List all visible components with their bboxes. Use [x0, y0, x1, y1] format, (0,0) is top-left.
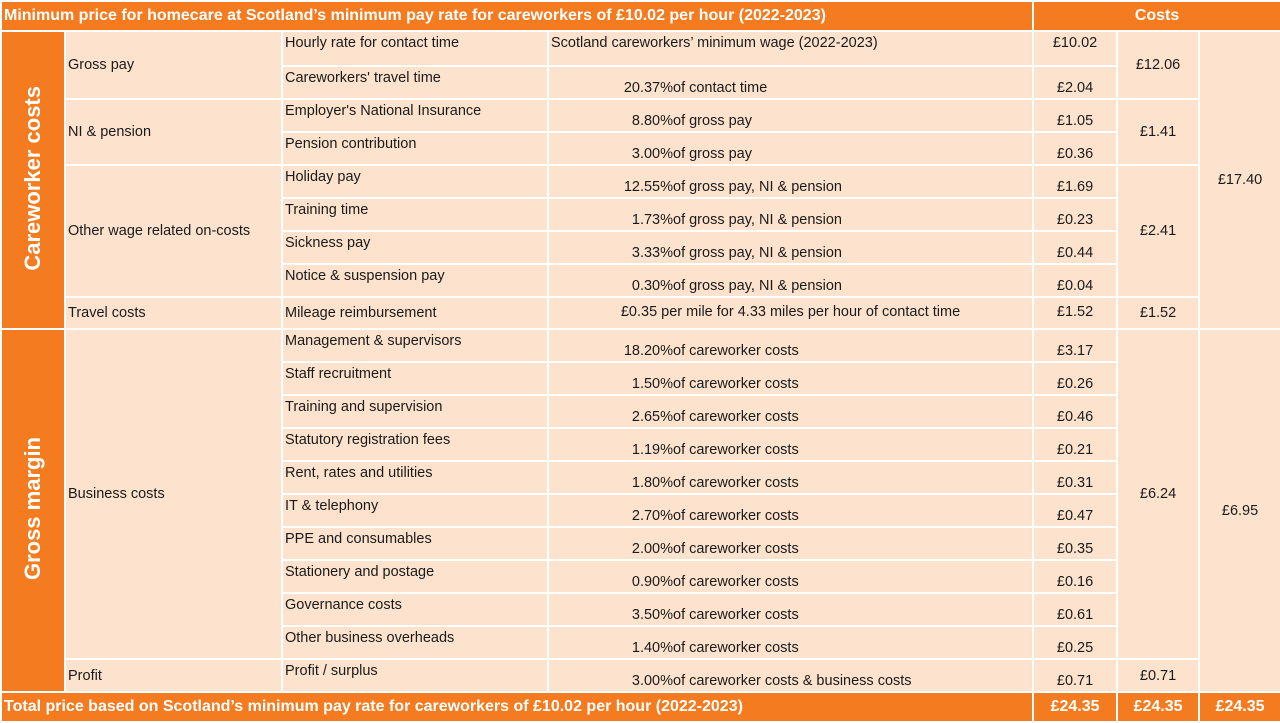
- row-item: Notice & suspension pay: [282, 264, 548, 297]
- row-basis: [548, 626, 1033, 659]
- row-value: £0.35: [1033, 527, 1117, 560]
- row-percent: 2.70%: [631, 508, 673, 524]
- row-value: £2.04: [1033, 66, 1117, 99]
- row-value: £0.25: [1033, 626, 1117, 659]
- row-value: £0.71: [1033, 659, 1117, 692]
- row-basis: Scotland careworkers’ minimum wage (2022-2023): [548, 31, 1033, 66]
- row-percent: 1.50%: [631, 376, 673, 392]
- row-percent: 1.19%: [631, 442, 673, 458]
- row-basis: [548, 329, 1033, 362]
- costs-header: Costs: [1033, 1, 1280, 31]
- row-basis: [548, 593, 1033, 626]
- row-basis: [548, 659, 1033, 692]
- footer-row: [1, 692, 1280, 722]
- row-value: £0.04: [1033, 264, 1117, 297]
- row-basis: [548, 362, 1033, 395]
- row-percent: 8.80%: [631, 113, 673, 129]
- section-gross-margin: [1, 329, 65, 692]
- row-percent: 3.00%: [631, 146, 673, 162]
- subtotal-business-costs: £6.24: [1117, 329, 1199, 659]
- row-description: of careworker costs: [673, 508, 799, 524]
- row-percent: 1.40%: [631, 640, 673, 656]
- subtotal-gross-pay: £12.06: [1117, 31, 1199, 99]
- row-description: of careworker costs: [673, 574, 799, 590]
- row-value: £0.16: [1033, 560, 1117, 593]
- row-item: Profit / surplus: [282, 659, 548, 692]
- row-item: Sickness pay: [282, 231, 548, 264]
- row-description: of careworker costs: [673, 409, 799, 425]
- row-percent: 1.80%: [631, 475, 673, 491]
- row-item: Training and supervision: [282, 395, 548, 428]
- row-item: Governance costs: [282, 593, 548, 626]
- row-basis: [548, 198, 1033, 231]
- subtotal-profit: £0.71: [1117, 659, 1199, 692]
- row-item: Pension contribution: [282, 132, 548, 165]
- row-description: of careworker costs: [673, 343, 799, 359]
- row-basis: £0.35 per mile for 4.33 miles per hour of contact time: [548, 297, 1033, 329]
- row-percent: 2.00%: [631, 541, 673, 557]
- row-value: £0.31: [1033, 461, 1117, 494]
- row-description: of careworker costs & business costs: [673, 673, 912, 689]
- row-item: Training time: [282, 198, 548, 231]
- total-price-subtotal-column: £24.35: [1117, 692, 1199, 722]
- row-item: Rent, rates and utilities: [282, 461, 548, 494]
- row-value: £0.46: [1033, 395, 1117, 428]
- row-value: £0.61: [1033, 593, 1117, 626]
- row-item: Stationery and postage: [282, 560, 548, 593]
- row-percent: 18.20%: [623, 343, 673, 359]
- row-basis: [548, 132, 1033, 165]
- subtotal-other-wage-costs: £2.41: [1117, 165, 1199, 297]
- row-value: £0.44: [1033, 231, 1117, 264]
- group-business-costs: Business costs: [65, 329, 282, 659]
- row-description: of careworker costs: [673, 541, 799, 557]
- row-percent: 12.55%: [623, 179, 673, 195]
- row-value: £0.47: [1033, 494, 1117, 527]
- group-profit: Profit: [65, 659, 282, 692]
- row-basis: [548, 560, 1033, 593]
- row-description: of careworker costs: [673, 640, 799, 656]
- row-description: of careworker costs: [673, 376, 799, 392]
- row-percent: 0.90%: [631, 574, 673, 590]
- table-row: [1, 659, 1280, 692]
- row-description: of gross pay, NI & pension: [673, 245, 842, 261]
- table-row: [1, 165, 1280, 198]
- section-label: Careworker costs: [20, 85, 45, 271]
- row-value: £1.05: [1033, 99, 1117, 132]
- table-title: Minimum price for homecare at Scotland’s minimum pay rate for careworkers of £10.02 per hour (2022-2023): [1, 1, 1033, 31]
- row-basis: [548, 99, 1033, 132]
- row-description: of gross pay, NI & pension: [673, 212, 842, 228]
- total-price-item-column: £24.35: [1033, 692, 1117, 722]
- row-description: of careworker costs: [673, 475, 799, 491]
- row-item: IT & telephony: [282, 494, 548, 527]
- row-value: £1.69: [1033, 165, 1117, 198]
- row-item: Mileage reimbursement: [282, 297, 548, 329]
- row-value: £1.52: [1033, 297, 1117, 329]
- row-basis: [548, 395, 1033, 428]
- header-row: [1, 1, 1280, 31]
- row-basis: [548, 461, 1033, 494]
- table-row: [1, 31, 1280, 66]
- row-description: of gross pay: [673, 146, 752, 162]
- total-price-section-column: £24.35: [1199, 692, 1280, 722]
- row-basis: [548, 527, 1033, 560]
- group-ni-pension: NI & pension: [65, 99, 282, 165]
- group-other-wage-costs: Other wage related on-costs: [65, 165, 282, 297]
- row-value: £0.36: [1033, 132, 1117, 165]
- row-description: of gross pay, NI & pension: [673, 179, 842, 195]
- row-item: Statutory registration fees: [282, 428, 548, 461]
- row-description: of gross pay: [673, 113, 752, 129]
- row-item: Employer's National Insurance: [282, 99, 548, 132]
- row-percent: 3.33%: [631, 245, 673, 261]
- total-price-label: Total price based on Scotland’s minimum pay rate for careworkers of £10.02 per hour (2022-2023): [1, 692, 1033, 722]
- row-description: of careworker costs: [673, 442, 799, 458]
- group-travel-costs: Travel costs: [65, 297, 282, 329]
- row-value: £0.21: [1033, 428, 1117, 461]
- table-row: [1, 99, 1280, 132]
- subtotal-ni-pension: £1.41: [1117, 99, 1199, 165]
- row-value: £10.02: [1033, 31, 1117, 66]
- row-item: Staff recruitment: [282, 362, 548, 395]
- row-basis: [548, 428, 1033, 461]
- row-description: of careworker costs: [673, 607, 799, 623]
- row-item: PPE and consumables: [282, 527, 548, 560]
- row-value: £0.26: [1033, 362, 1117, 395]
- group-gross-pay: Gross pay: [65, 31, 282, 99]
- total-careworker-costs: £17.40: [1199, 31, 1280, 329]
- row-percent: 0.30%: [631, 278, 673, 294]
- row-item: Holiday pay: [282, 165, 548, 198]
- row-item: Careworkers' travel time: [282, 66, 548, 99]
- row-value: £0.23: [1033, 198, 1117, 231]
- row-percent: 2.65%: [631, 409, 673, 425]
- row-basis: [548, 165, 1033, 198]
- row-percent: 3.50%: [631, 607, 673, 623]
- row-item: Hourly rate for contact time: [282, 31, 548, 66]
- row-description: of gross pay, NI & pension: [673, 278, 842, 294]
- row-item: Other business overheads: [282, 626, 548, 659]
- total-gross-margin: £6.95: [1199, 329, 1280, 692]
- row-percent: 20.37%: [623, 80, 673, 96]
- row-value: £3.17: [1033, 329, 1117, 362]
- row-basis: [548, 66, 1033, 99]
- table-row: [1, 297, 1280, 329]
- row-item: Management & supervisors: [282, 329, 548, 362]
- section-label: Gross margin: [20, 436, 45, 581]
- subtotal-travel-costs: £1.52: [1117, 297, 1199, 329]
- row-basis: [548, 494, 1033, 527]
- section-careworker-costs: [1, 31, 65, 329]
- row-basis: [548, 264, 1033, 297]
- row-percent: 3.00%: [631, 673, 673, 689]
- row-basis: [548, 231, 1033, 264]
- row-percent: 1.73%: [631, 212, 673, 228]
- table-row: [1, 329, 1280, 362]
- row-description: of contact time: [673, 80, 768, 96]
